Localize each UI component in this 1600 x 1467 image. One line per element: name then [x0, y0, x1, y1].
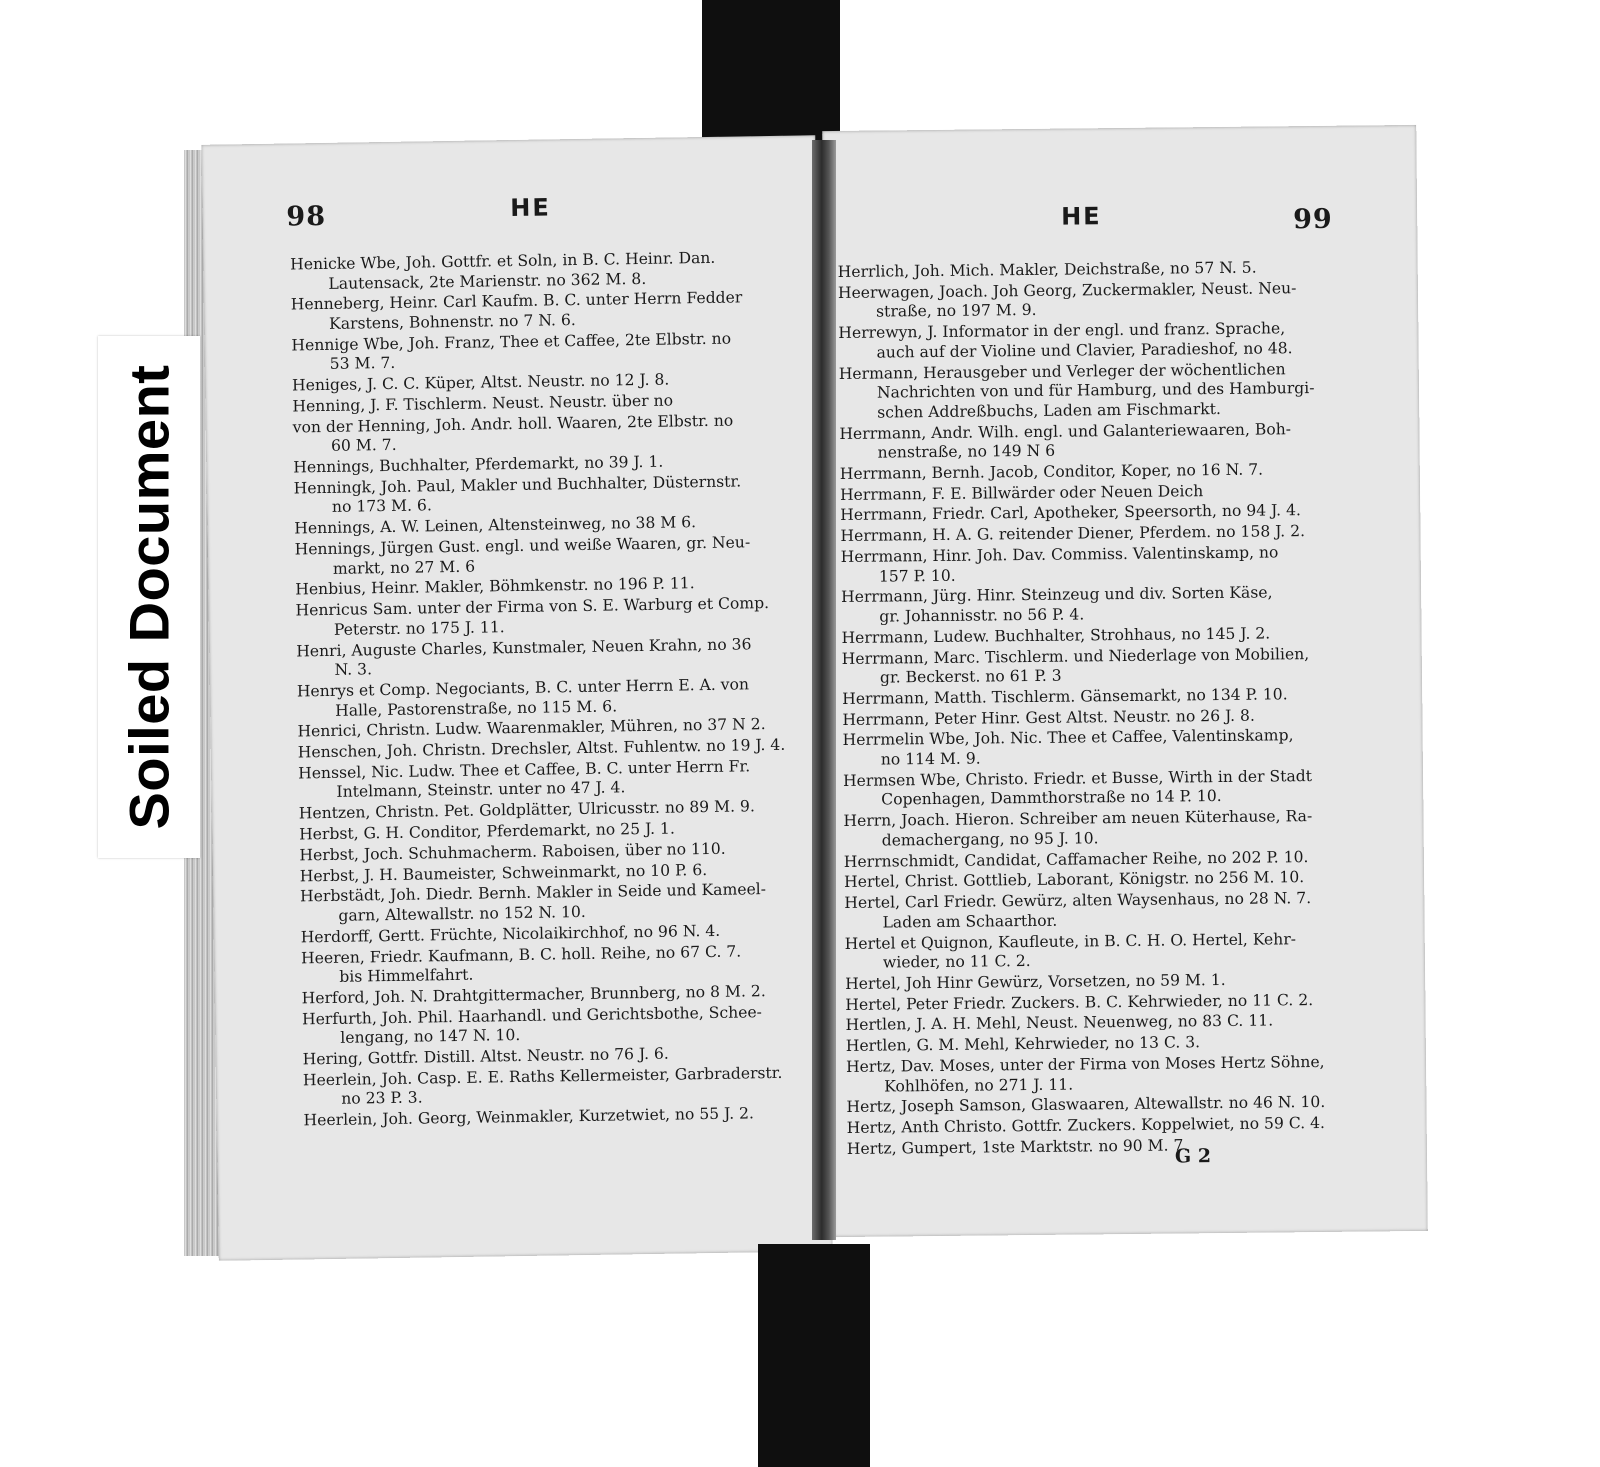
directory-entry — [290, 247, 801, 294]
entry-continuation: 157 P. 10. — [878, 566, 956, 586]
entry-line: Herbst, G. H. Conditor, Pferdemarkt, no 25 J. 1. — [298, 819, 675, 844]
entry-continuation: bis Himmelfahrt. — [339, 965, 474, 986]
entry-continuation: Peterstr. no 175 J. 11. — [333, 617, 505, 639]
entry-line: Herfurth, Joh. Phil. Haarhandl. und Gerichtsbothe, Schee- — [301, 1002, 763, 1029]
entry-line: Herbstädt, Joh. Diedr. Bernh. Makler in Seide und Kameel- — [299, 880, 767, 906]
binding-strap-top — [702, 0, 840, 148]
entry-line: Hertz, Dav. Moses, unter der Firma von Moses Hertz Söhne, — [845, 1052, 1325, 1076]
entry-continuation: garn, Altewallstr. no 152 N. 10. — [338, 902, 586, 925]
directory-entry — [838, 278, 1412, 323]
entry-line: Heerlein, Joh. Casp. E. E. Raths Kellermeister, Garbraderstr. — [302, 1063, 783, 1090]
entry-continuation: straße, no 197 M. 9. — [876, 301, 1037, 321]
entry-continuation: 60 M. 7. — [330, 436, 397, 456]
entry-line: Herrmann, Andr. Wilh. engl. und Galanteriewaaren, Boh- — [839, 419, 1292, 443]
directory-entry — [294, 532, 805, 579]
entry-line: Herrnschmidt, Candidat, Caffamacher Reihe, no 202 P. 10. — [843, 847, 1309, 871]
directory-entry — [845, 928, 1419, 973]
entry-line: Hennings, Jürgen Gust. engl. und weiße Waaren, gr. Neu- — [294, 533, 751, 559]
entry-line: Henrys et Comp. Negociants, B. C. unter Herrn E. A. von — [296, 675, 750, 701]
entry-line: Herrmann, H. A. G. reitender Diener, Pferdem. no 158 J. 2. — [840, 522, 1306, 546]
directory-entry — [291, 288, 802, 335]
entry-line: Herrmann, F. E. Billwärder oder Neuen Deich — [839, 481, 1204, 504]
directory-entry — [302, 1002, 813, 1049]
entry-continuation: Intelmann, Steinstr. unter no 47 J. 4. — [336, 778, 626, 802]
entry-line: Herrmann, Bernh. Jacob, Conditor, Koper, no 16 N. 7. — [839, 460, 1264, 483]
entry-continuation: auch auf der Violine und Clavier, Paradieshof, no 48. — [876, 338, 1293, 362]
entry-line: Heerlein, Joh. Georg, Weinmakler, Kurzetwiet, no 55 J. 2. — [303, 1104, 755, 1130]
directory-entry — [841, 542, 1415, 587]
entry-line: Herbst, J. H. Baumeister, Schweinmarkt, no 10 P. 6. — [299, 860, 708, 885]
left-page — [201, 135, 832, 1261]
entry-continuation: Lautensack, 2te Marienstr. no 362 M. 8. — [328, 269, 647, 293]
right-page-header: HE — [1060, 202, 1102, 231]
binding-strap-bottom — [758, 1244, 870, 1467]
entry-line: Hertz, Gumpert, 1ste Marktstr. no 90 M. 7. — [846, 1136, 1189, 1158]
entry-line: Hertz, Joseph Samson, Glaswaaren, Altewallstr. no 46 N. 10. — [846, 1093, 1326, 1117]
left-page-header: HE — [510, 193, 552, 223]
directory-entry — [839, 359, 1414, 424]
entry-line: Herbst, Joch. Schuhmacherm. Raboisen, über no 110. — [299, 839, 726, 865]
entry-line: Hertel, Carl Friedr. Gewürz, alten Waysenhaus, no 28 N. 7. — [844, 889, 1312, 913]
entry-continuation: lengang, no 147 N. 10. — [340, 1026, 521, 1048]
entry-line: Hennings, Buchhalter, Pferdemarkt, no 39 J. 1. — [293, 452, 664, 477]
entry-line: Hertlen, G. M. Mehl, Kehrwieder, no 13 C. 3. — [845, 1033, 1201, 1056]
entry-continuation: gr. Johannisstr. no 56 P. 4. — [879, 605, 1085, 626]
directory-entry — [844, 888, 1418, 933]
entry-line: Herrmann, Matth. Tischlerm. Gänsemarkt, no 134 P. 10. — [842, 685, 1288, 708]
entry-line: Henicke Wbe, Joh. Gottfr. et Soln, in B. C. Heinr. Dan. — [290, 248, 716, 274]
entry-line: Hertel, Christ. Gottlieb, Laborant, Königstr. no 256 M. 10. — [843, 868, 1305, 892]
directory-entry — [843, 725, 1417, 770]
right-page-number: 99 — [1293, 203, 1333, 236]
entry-continuation: 53 M. 7. — [329, 354, 396, 374]
book-gutter — [812, 140, 836, 1240]
entry-line: Henschen, Joh. Christn. Drechsler, Altst. Fuhlentw. no 19 J. 4. — [297, 735, 786, 762]
directory-entry — [298, 756, 809, 803]
entry-continuation: no 173 M. 6. — [331, 496, 432, 517]
entry-line: Henricus Sam. unter der Firma von S. E. Warburg et Comp. — [295, 594, 770, 620]
entry-line: Henri, Auguste Charles, Kunstmaler, Neuen Krahn, no 36 — [296, 634, 752, 660]
directory-entry — [294, 471, 805, 518]
entry-continuation: N. 3. — [334, 660, 373, 679]
soiled-document-stamp — [98, 336, 200, 858]
entry-line: Herrmann, Ludew. Buchhalter, Strohhaus, no 145 J. 2. — [841, 624, 1271, 647]
entry-line: Herrlich, Joh. Mich. Makler, Deichstraße, no 57 N. 5. — [837, 258, 1257, 281]
entry-line: Henningk, Joh. Paul, Makler und Buchhalter, Düsternstr. — [293, 472, 742, 498]
entry-line: Hering, Gottfr. Distill. Altst. Neustr. no 76 J. 6. — [302, 1044, 669, 1069]
entry-continuation: Halle, Pastorenstraße, no 115 M. 6. — [335, 696, 618, 720]
entry-continuation: demachergang, no 95 J. 10. — [881, 829, 1099, 850]
entry-line: Herdorff, Gertt. Früchte, Nicolaikirchhof, no 96 N. 4. — [300, 921, 721, 947]
entry-line: Hertel et Quignon, Kaufleute, in B. C. H. O. Hertel, Kehr- — [844, 929, 1297, 953]
entry-line: Hertlen, J. A. H. Mehl, Neust. Neuenweg, no 83 C. 11. — [845, 1011, 1274, 1035]
directory-entry — [841, 582, 1415, 627]
entry-continuation: markt, no 27 M. 6 — [332, 557, 476, 578]
entry-continuation: Laden am Schaarthor. — [882, 911, 1058, 932]
entry-continuation: schen Addreßbuchs, Laden am Fischmarkt. — [877, 399, 1221, 422]
directory-entry — [296, 634, 807, 681]
entry-line: Herford, Joh. N. Drahtgittermacher, Brunnberg, no 8 M. 2. — [301, 982, 766, 1008]
entry-continuation: Karstens, Bohnenstr. no 7 N. 6. — [328, 311, 576, 333]
entry-line: Henneberg, Heinr. Carl Kaufm. B. C. unter Herrn Fedder — [290, 288, 743, 314]
entry-continuation: Nachrichten von und für Hamburg, und des Hamburgi- — [876, 379, 1315, 402]
directory-entry — [843, 766, 1417, 811]
entry-line: Heniges, J. C. C. Küper, Altst. Neustr. no 12 J. 8. — [291, 370, 670, 395]
directory-entry — [291, 328, 802, 375]
entry-line: Herrmann, Marc. Tischlerm. und Niederlage von Mobilien, — [841, 644, 1310, 668]
directory-entry — [301, 941, 812, 988]
directory-entry — [838, 318, 1412, 363]
entry-line: Hermsen Wbe, Christo. Friedr. et Busse, Wirth in der Stadt — [842, 766, 1313, 790]
entry-continuation: no 114 M. 9. — [880, 749, 981, 769]
right-page — [822, 125, 1428, 1237]
entry-line: Herrmann, Jürg. Hinr. Steinzeug und div. Sorten Käse, — [841, 583, 1273, 607]
entry-line: Heerwagen, Joach. Joh Georg, Zuckermakler, Neust. Neu- — [837, 278, 1297, 302]
entry-continuation: Copenhagen, Dammthorstraße no 14 P. 10. — [881, 787, 1222, 809]
entry-continuation: wieder, no 11 C. 2. — [882, 952, 1031, 972]
directory-entry — [295, 594, 806, 641]
directory-entry — [843, 806, 1417, 851]
entry-line: Herrmelin Wbe, Joh. Nic. Thee et Caffee, Valentinskamp, — [842, 726, 1294, 750]
entry-line: Hentzen, Christn. Pet. Goldplätter, Ulricusstr. no 89 M. 9. — [298, 797, 755, 823]
directory-entry — [303, 1063, 814, 1110]
entry-line: Hertel, Peter Friedr. Zuckers. B. C. Kehrwieder, no 11 C. 2. — [845, 990, 1314, 1014]
entry-line: Herrn, Joach. Hieron. Schreiber am neuen Küterhause, Ra- — [843, 807, 1313, 831]
entry-continuation: Kohlhöfen, no 271 J. 11. — [884, 1075, 1074, 1096]
entry-line: Herrmann, Hinr. Joh. Dav. Commiss. Valentinskamp, no — [840, 543, 1279, 566]
directory-entry — [842, 643, 1416, 688]
right-entry-list — [838, 257, 1421, 1161]
left-page-number: 98 — [286, 200, 327, 233]
entry-line: von der Henning, Joh. Andr. holl. Waaren, 2te Elbstr. no — [292, 411, 734, 437]
directory-entry — [300, 880, 811, 927]
entry-line: Henssel, Nic. Ludw. Thee et Caffee, B. C. unter Herrn Fr. — [298, 757, 751, 783]
entry-line: Henning, J. F. Tischlerm. Neust. Neustr. über no — [292, 391, 674, 416]
entry-line: Hennings, A. W. Leinen, Altensteinweg, no 38 M 6. — [294, 513, 697, 538]
entry-continuation: nenstraße, no 149 N 6 — [877, 441, 1056, 462]
entry-line: Hertz, Anth Christo. Gottfr. Zuckers. Koppelwiet, no 59 C. 4. — [846, 1114, 1326, 1138]
directory-entry — [839, 418, 1413, 463]
entry-line: Hennige Wbe, Joh. Franz, Thee et Caffee, 2te Elbstr. no — [291, 329, 732, 355]
entry-line: Henrici, Christn. Ludw. Waarenmakler, Mühren, no 37 N 2. — [297, 715, 766, 741]
entry-line: Herrmann, Friedr. Carl, Apotheker, Speersorth, no 94 J. 4. — [840, 501, 1302, 525]
left-entry-list — [290, 247, 814, 1132]
entry-line: Hermann, Herausgeber und Verleger der wöchentlichen — [838, 359, 1286, 383]
entry-continuation: no 23 P. 3. — [341, 1088, 423, 1109]
entry-line: Hertel, Joh Hinr Gewürz, Vorsetzen, no 59 M. 1. — [845, 970, 1226, 993]
entry-line: Heeren, Friedr. Kaufmann, B. C. holl. Reihe, no 67 C. 7. — [300, 942, 742, 967]
directory-entry — [297, 674, 808, 721]
entry-line: Herrmann, Peter Hinr. Gest Altst. Neustr. no 26 J. 8. — [842, 706, 1255, 729]
directory-entry — [846, 1052, 1420, 1097]
stamp-text: Soiled Document — [117, 364, 181, 830]
entry-line: Herrewyn, J. Informator in der engl. und franz. Sprache, — [838, 319, 1286, 343]
entry-line: Henbius, Heinr. Makler, Böhmkenstr. no 196 P. 11. — [295, 574, 695, 599]
directory-entry — [293, 410, 804, 457]
entry-continuation: gr. Beckerst. no 61 P. 3 — [879, 666, 1062, 687]
signature-mark: G 2 — [1174, 1145, 1212, 1168]
